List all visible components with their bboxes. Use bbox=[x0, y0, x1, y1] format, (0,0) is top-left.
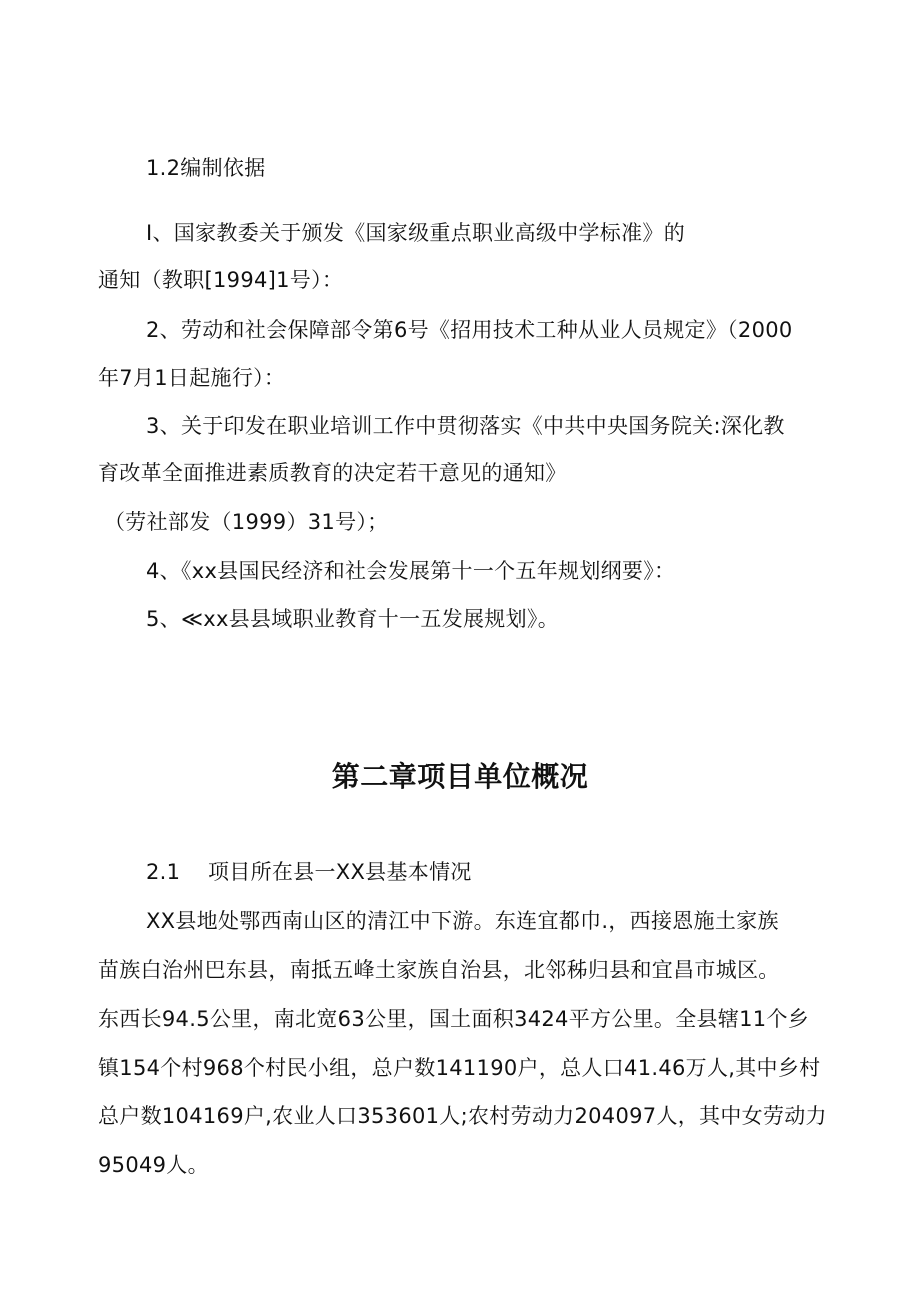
section-heading-2-1 bbox=[146, 858, 472, 886]
paragraph-line-1: XX县地处鄂西南山区的清江中下游。东连宜都巾.，西接恩施土家族 bbox=[146, 909, 779, 933]
basis-item-1-line-2: 通知（教职[1994]1号）： bbox=[98, 268, 344, 292]
chapter-title: 第二章项目单位概况 bbox=[331, 760, 589, 793]
section-title: 项目所在县一XX县基本情况 bbox=[208, 860, 472, 884]
paragraph-line-2: 苗族白治州巴东县，南抵五峰土家族自治县，北邻秭归县和宜昌市城区。 bbox=[98, 958, 780, 982]
basis-item-5-line-1: 5、≪xx县县域职业教育十一五发展规划》。 bbox=[146, 607, 559, 631]
section-heading-1-2: 1.2编制依据 bbox=[146, 156, 266, 180]
basis-item-4-line-1: 4、《xx县国民经济和社会发展第十一个五年规划纲要》： bbox=[146, 559, 676, 583]
paragraph-line-6: 95049人。 bbox=[98, 1153, 209, 1177]
basis-item-1-line-1: I、国家教委关于颁发《国家级重点职业高级中学标准》的 bbox=[146, 221, 685, 245]
section-number: 2.1 bbox=[146, 860, 181, 884]
basis-item-3-line-2: 育改革全面推进素质教育的决定若干意见的通知》 bbox=[98, 461, 567, 485]
basis-item-2-line-2: 年7月1日起施行）： bbox=[98, 366, 286, 390]
paragraph-line-5: 总户数104169户,农业人口353601人;农村劳动力204097人，其中女劳动力 bbox=[98, 1104, 827, 1128]
paragraph-line-3: 东西长94.5公里，南北宽63公里，国土面积3424平方公里。全县辖11个乡 bbox=[98, 1007, 810, 1031]
basis-item-3-line-3: （劳社部发（1999）31号）； bbox=[104, 510, 389, 534]
basis-item-3-line-1: 3、关于印发在职业培训工作中贯彻落实《中共中央国务院关:深化教 bbox=[146, 414, 785, 438]
paragraph-line-4: 镇154个村968个村民小组，总户数141190户，总人口41.46万人,其中乡村 bbox=[98, 1056, 821, 1080]
basis-item-2-line-1: 2、劳动和社会保障部令第6号《招用技术工种从业人员规定》（2000 bbox=[146, 318, 793, 342]
